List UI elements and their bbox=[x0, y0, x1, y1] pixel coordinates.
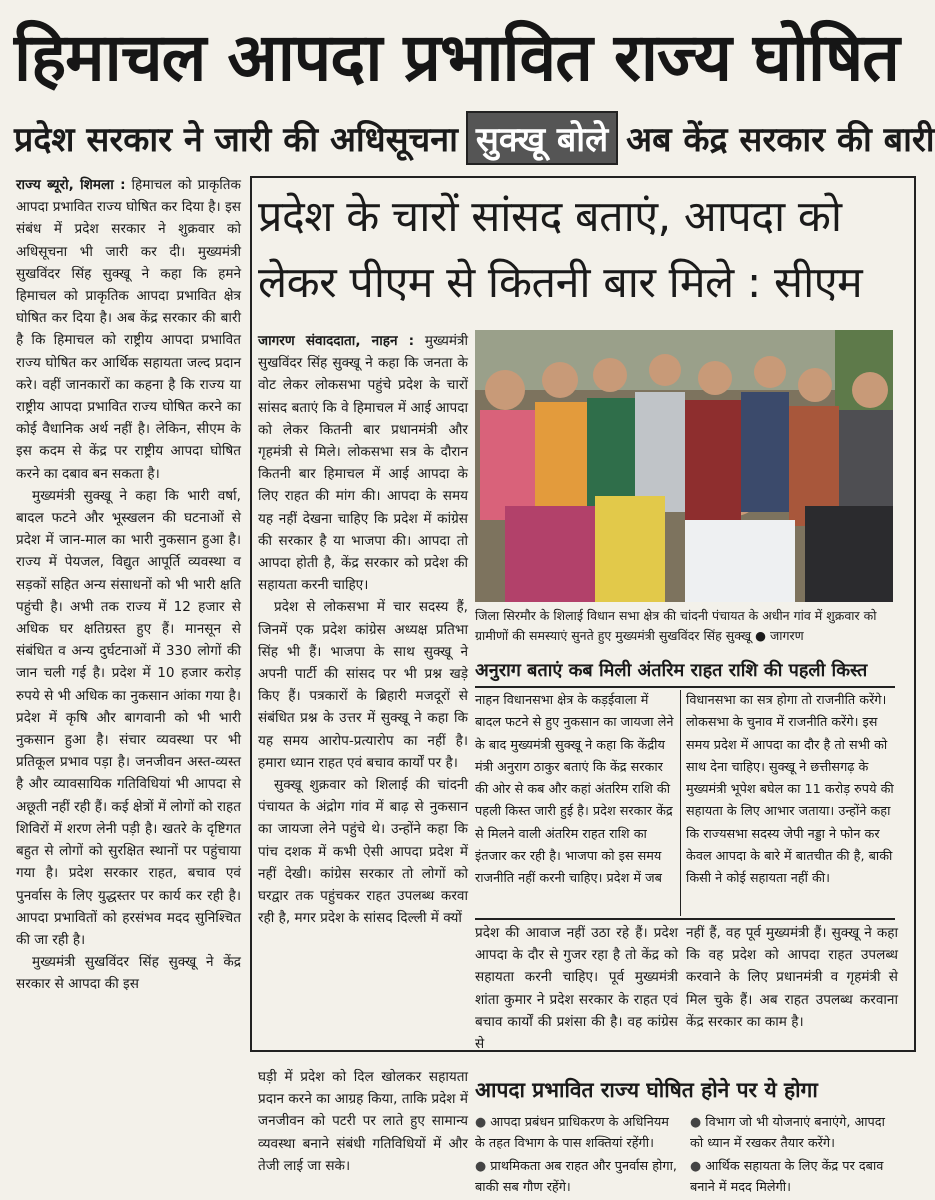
crowd-photo-illustration bbox=[475, 330, 893, 602]
box-continuation-1: प्रदेश की आवाज नहीं उठा रहे हैं। प्रदेश आपदा के दौर से गुजर रहा है तो केंद्र को सहायता करनी चाहिए। पूर्व मुख्यमंत्री शांता कुमार ने प्रदेश सरकार के राहत एवं बचाव कार्यों की प्रशंसा की है। वह कांग्रेस से bbox=[475, 925, 678, 1053]
left-paragraph-1: हिमाचल को प्राकृतिक आपदा प्रभावित राज्य घोषित कर दिया है। इस संबंध में प्रदेश सरकार ने शुक्रवार को अधिसूचना भी जारी कर दी। मुख्यमंत्री सुखविंदर सिंह सुक्खू ने कहा कि हमने हिमाचल को प्राकृतिक आपदा प्रभावित क्षेत्र घोषित कर दिया है। अब केंद्र सरकार की बारी है कि हिमाचल को राष्ट्रीय आपदा प्रभावित राज्य घोषित कर आर्थिक सहायता जल्द प्रदान करे। वहीं जानकारों का कहना है कि राज्य या राष्ट्रीय आपदा प्रभावित राज्य घोषित करने का कोई वैधानिक अर्थ नहीं है। लेकिन, सीएम के इस कदम से केंद्र पर राष्ट्रीय आपदा घोषित करने का दबाव बन सकता है। bbox=[16, 177, 241, 482]
box-paragraph-2: प्रदेश से लोकसभा में चार सदस्य हैं, जिनमें एक प्रदेश कांग्रेस अध्यक्ष प्रतिभा सिंह भी हैं। भाजपा के साथ सुक्खू ने अपनी पार्टी की सांसद पर भी प्रश्न खड़े किए हैं। पत्रकारों के ब्रिहारी मजदूरों से संबंधित प्रश्न के उत्तर में सुक्खू ने कहा कि यह समय आरोप-प्रत्यारोप का नहीं है। हमारा ध्यान राहत एवं बचाव कार्यों पर है। bbox=[258, 599, 468, 771]
section-divider bbox=[475, 918, 895, 920]
left-paragraph-2: मुख्यमंत्री सुक्खू ने कहा कि भारी वर्षा, बादल फटने और भूस्खलन की घटनाओं से प्रदेश में जान-माल का भारी नुकसान हुआ है। राज्य में पेयजल, विद्युत आपूर्ति व्यवस्था व सड़कों सहित अन्य संसाधनों को भी भारी क्षति पहुंची है। अभी तक राज्य में 12 हजार से अधिक घर क्षतिग्रस्त हुए हैं। मानसून से संबंधित व अन्य दुर्घटनाओं में 330 लोगों की जान चली गई है। प्रदेश में 10 हजार करोड़ रुपये से भी अधिक का नुकसान आंका गया है। प्रदेश में कृषि और बागवानी को भी भारी नुकसान हुआ है। संचार व्यवस्था पर भी प्रतिकूल प्रभाव पड़ा है। जनजीवन अस्त-व्यस्त है और व्यावसायिक गतिविधियां भी आपदा से अछूती नहीं रही हैं। कई क्षेत्रों में लोगों को राहत शिविरों में शरण लेनी पड़ी है। खतरे के दृष्टिगत बहुत से लोगों को सुरक्षित स्थानों पर पहुंचाया गया है। प्रदेश सरकार राहत, बचाव एवं पुनर्वास के लिए युद्धस्तर पर कार्य कर रही है। आपदा प्रभावितों को हरसंभव मदद सुनिश्चित की जा रही है। bbox=[16, 487, 241, 948]
subhead-left: प्रदेश सरकार ने जारी की अधिसूचना bbox=[14, 120, 458, 160]
photo-caption: जिला सिरमौर के शिलाई विधान सभा क्षेत्र की चांदनी पंचायत के अधीन गांव में शुक्रवार को ग्रामीणों की समस्याएं सुनते हुए मुख्यमंत्री सुखविंदर सिंह सुक्खू ● जागरण bbox=[475, 608, 877, 643]
column-divider bbox=[680, 690, 681, 916]
bullet-icon: ● bbox=[690, 1115, 702, 1130]
box-byline: जागरण संवाददाता, नाहन : bbox=[258, 333, 415, 349]
left-column-article bbox=[16, 174, 241, 1194]
effect-point-4: ● आर्थिक सहायता के लिए केंद्र पर दबाव बनाने में मदद मिलेगी। bbox=[690, 1159, 884, 1195]
subhead-right: अब केंद्र सरकार की बारी bbox=[626, 120, 935, 160]
left-paragraph-3: मुख्यमंत्री सुखविंदर सिंह सुक्खू ने केंद्र सरकार से आपदा की इस bbox=[16, 954, 241, 993]
box-paragraph-1: मुख्यमंत्री सुखविंदर सिंह सुक्खू ने कहा कि जनता के वोट लेकर लोकसभा पहुंचे प्रदेश के चारों सांसद बताएं कि वे हिमाचल में आई आपदा को लेकर कितनी बार प्रधानमंत्री और गृहमंत्री से मिले। लोकसभा सत्र के दौरान कितनी बार हिमाचल में आई आपदा के लिए राहत की मांग की। आपदा के समय यह नहीं देखना चाहिए कि प्रदेश में कांग्रेस की सरकार है या भाजपा की। आपदा तो आपदा होती है, केंद्र सरकार को प्रदेश की सहायता करनी चाहिए। bbox=[258, 333, 468, 594]
effect-point-3: ● प्राथमिकता अब राहत और पुनर्वास होगा, बाकी सब गौण रहेंगे। bbox=[475, 1159, 677, 1195]
box-main-column bbox=[258, 330, 468, 1042]
box-paragraph-3: सुक्खू शुक्रवार को शिलाई की चांदनी पंचायत के अंद्रोग गांव में बाढ़ से नुकसान का जायजा लेने पहुंचे थे। उन्होंने कहा कि पांच दशक में कभी ऐसी आपदा प्रदेश में नहीं देखी। कांग्रेस सरकार तो लोगों को घरद्वार तक पहुंचकर राहत उपलब्ध करवा रही है, मगर प्रदेश के सांसद दिल्ली में क्यों bbox=[258, 777, 468, 927]
sub-story-column-2: विधानसभा का सत्र होगा तो राजनीति करेंगे। लोकसभा के चुनाव में राजनीति करेंगे। इस समय प्रदेश में आपदा का दौर है तो सभी को साथ देना चाहिए। सुक्खू ने छत्तीसगढ़ के मुख्यमंत्री भूपेश बघेल का 11 करोड़ रुपये की सहायता के लिए आभार जताया। उन्होंने कहा कि राज्यसभा सदस्य जेपी नड्डा ने फोन कर केवल आपदा के बारे में बातचीत की है, बाकी किसी ने कोई सहायता नहीं की। bbox=[686, 693, 894, 887]
sub-story-heading: अनुराग बताएं कब मिली अंतरिम राहत राशि की पहली किस्त bbox=[475, 656, 895, 688]
bullet-icon: ● bbox=[475, 1159, 487, 1174]
bullet-icon: ● bbox=[690, 1159, 702, 1174]
left-byline: राज्य ब्यूरो, शिमला : bbox=[16, 177, 126, 193]
box-headline: प्रदेश के चारों सांसद बताएं, आपदा को लेकर पीएम से कितनी बार मिले : सीएम bbox=[258, 192, 863, 308]
left-article-continuation: घड़ी में प्रदेश को दिल खोलकर सहायता प्रदान करने का आग्रह किया, ताकि प्रदेश में जनजीवन को पटरी पर लाते हुए सामान्य व्यवस्था बनाने संबंधी गतिविधियों में और तेजी लाई जा सके। bbox=[258, 1069, 468, 1174]
effect-point-1: ● आपदा प्रबंधन प्राधिकरण के अधिनियम के तहत विभाग के पास शक्तियां रहेंगी। bbox=[475, 1115, 669, 1151]
box-continuation-2: नहीं हैं, वह पूर्व मुख्यमंत्री हैं। सुक्खू ने कहा कि वह प्रदेश को आपदा राहत उपलब्ध करवाने के लिए प्रधानमंत्री व गृहमंत्री से मिल चुके हैं। अब राहत उपलब्ध करवाना केंद्र सरकार का काम है। bbox=[686, 925, 898, 1030]
bullet-icon: ● bbox=[475, 1115, 487, 1130]
subheadline bbox=[14, 110, 935, 166]
news-photo bbox=[475, 330, 893, 602]
sub-story-column-1: नाहन विधानसभा क्षेत्र के कड़ईवाला में बादल फटने से हुए नुकसान का जायजा लेने के बाद मुख्यमंत्री सुक्खू ने कहा कि केंद्रीय मंत्री अनुराग ठाकुर बताएं कि केंद्र सरकार की ओर से कब और कहां अंतरिम राशि की पहली किस्त जारी हुई है। प्रदेश सरकार केंद्र से मिलने वाली अंतरिम राहत राशि का इंतजार कर रही है। भाजपा को इस समय राजनीति नहीं करनी चाहिए। प्रदेश में जब bbox=[475, 693, 674, 887]
main-headline: हिमाचल आपदा प्रभावित राज्य घोषित bbox=[14, 19, 899, 96]
effects-heading: आपदा प्रभावित राज्य घोषित होने पर ये होगा bbox=[475, 1078, 818, 1102]
subhead-tag: सुक्खू बोले bbox=[466, 111, 618, 165]
effect-point-2: ● विभाग जो भी योजनाएं बनाएंगे, आपदा को ध्यान में रखकर तैयार करेंगे। bbox=[690, 1115, 885, 1151]
